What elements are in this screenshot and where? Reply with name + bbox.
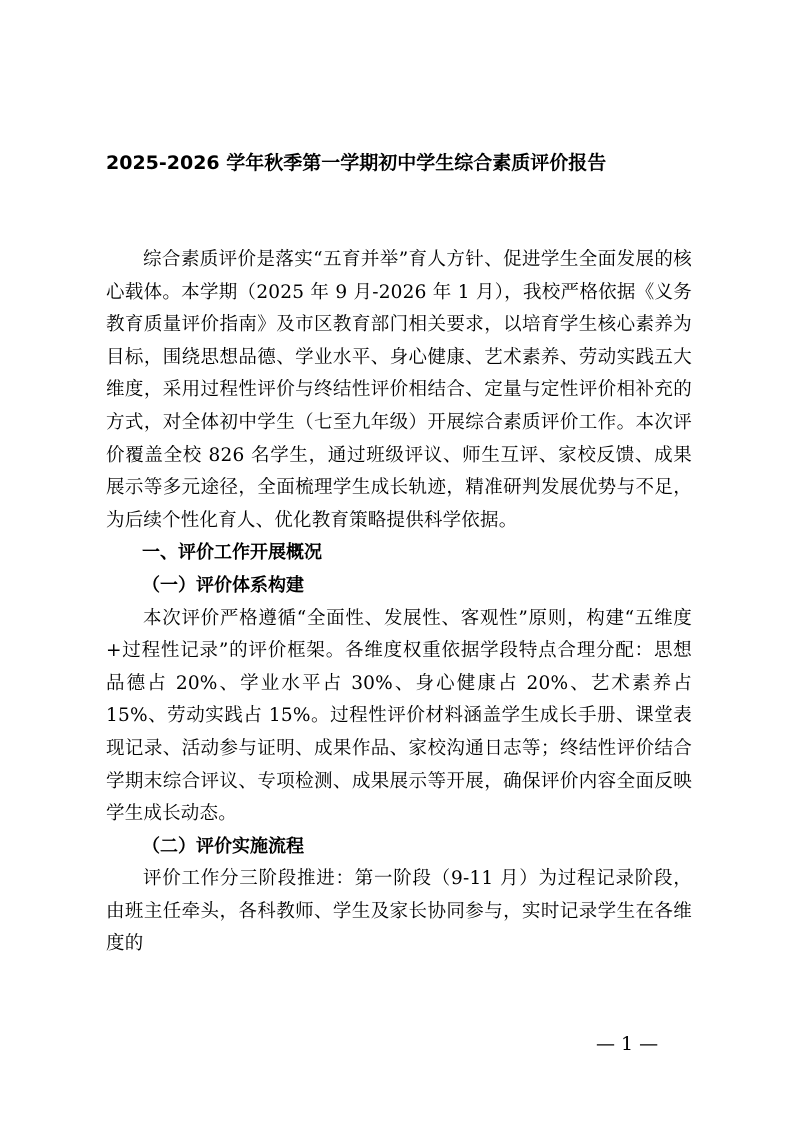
subsection-heading-system: （一）评价体系构建	[142, 574, 304, 596]
document-title: 2025-2026 学年秋季第一学期初中学生综合素质评价报告	[106, 152, 607, 174]
process-paragraph: 评价工作分三阶段推进：第一阶段（9-11 月）为过程记录阶段，由班主任牵头，各科教师、学生及家长协同参与，实时记录学生在各维度的	[106, 868, 692, 955]
subsection-heading-process: （二）评价实施流程	[142, 835, 304, 857]
page-number: — 1 —	[596, 1033, 659, 1055]
section-heading-overview: 一、评价工作开展概况	[142, 542, 322, 564]
intro-paragraph: 综合素质评价是落实“五育并举”育人方针、促进学生全面发展的核心载体。本学期（2025 年 9 月-2026 年 1 月），我校严格依据《义务教育质量评价指南》及市区教育部门相关要求，以培育学生核心素养为目标，围绕思想品德、学业水平、身心健康、艺术素养、劳动实践五大维度，采用过程性评价与终结性评价相结合、定量与定性评价相补充的方式，对全体初中学生（七至九年级）开展综合素质评价工作。本次评价覆盖全校 826 名学生，通过班级评议、师生互评、家校反馈、成果展示等多元途径，全面梳理学生成长轨迹，精准研判发展优势与不足，为后续个性化育人、优化教育策略提供科学依据。	[106, 249, 692, 531]
system-paragraph: 本次评价严格遵循“全面性、发展性、客观性”原则，构建“五维度+过程性记录”的评价框架。各维度权重依据学段特点合理分配：思想品德占 20%、学业水平占 30%、身心健康占 20%、艺术素养占 15%、劳动实践占 15%。过程性评价材料涵盖学生成长手册、课堂表现记录、活动参与证明、成果作品、家校沟通日志等；终结性评价结合学期末综合评议、专项检测、成果展示等开展，确保评价内容全面反映学生成长动态。	[106, 607, 692, 825]
document-body	[106, 244, 692, 961]
